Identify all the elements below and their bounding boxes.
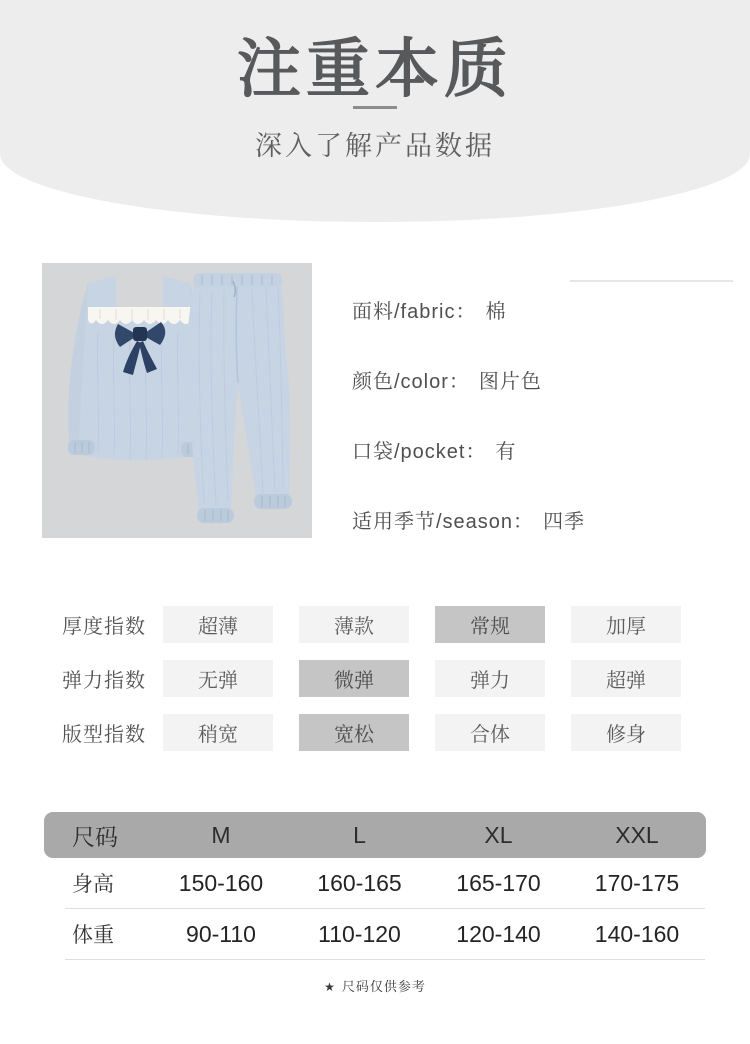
option-chip: 弹力 xyxy=(435,660,545,697)
cell-value: 140-160 xyxy=(594,920,680,947)
attribute-value: 图片色 xyxy=(478,371,542,393)
attribute-row-pocket xyxy=(352,435,732,505)
size-footnote xyxy=(0,976,750,995)
column-header-m: M xyxy=(211,821,231,848)
attribute-row-fabric xyxy=(352,295,732,365)
index-row-fit xyxy=(62,714,702,751)
option-chip: 合体 xyxy=(435,714,545,751)
size-table-header xyxy=(44,812,706,858)
option-chip: 薄款 xyxy=(299,606,409,643)
attribute-value: 棉 xyxy=(485,301,507,323)
option-chip-selected: 微弹 xyxy=(299,660,409,697)
column-header-xl: XL xyxy=(484,821,513,848)
attribute-label: 颜色/color： xyxy=(352,371,470,393)
cell-value: 90-110 xyxy=(186,920,256,947)
page-header xyxy=(0,0,750,222)
cell-value: 150-160 xyxy=(178,869,264,896)
page-title: 注重本质 xyxy=(237,33,513,105)
index-label: 版型指数 xyxy=(62,724,146,746)
column-header-xxl: XXL xyxy=(615,821,659,848)
title-divider xyxy=(353,106,397,109)
attribute-label: 适用季节/season： xyxy=(352,511,535,533)
option-chip: 超薄 xyxy=(163,606,273,643)
cell-value: 165-170 xyxy=(456,869,541,896)
attribute-row-season xyxy=(352,505,732,575)
cell-value: 170-175 xyxy=(594,869,680,896)
page-subtitle: 深入了解产品数据 xyxy=(255,131,495,161)
column-header-size: 尺码 xyxy=(72,823,118,850)
table-row-weight xyxy=(44,909,706,959)
index-label: 弹力指数 xyxy=(62,670,146,692)
row-label: 体重 xyxy=(72,924,114,947)
cell-value: 120-140 xyxy=(456,920,541,947)
index-label: 厚度指数 xyxy=(62,616,146,638)
option-chip-selected: 宽松 xyxy=(299,714,409,751)
product-photo xyxy=(42,263,312,538)
attribute-value: 有 xyxy=(495,441,517,463)
option-chip: 修身 xyxy=(571,714,681,751)
option-chip-selected: 常规 xyxy=(435,606,545,643)
cell-value: 110-120 xyxy=(318,920,401,947)
attribute-value: 四季 xyxy=(543,511,586,533)
option-chip: 加厚 xyxy=(571,606,681,643)
attribute-list xyxy=(352,295,732,575)
size-table xyxy=(44,812,706,960)
index-row-thickness xyxy=(62,606,702,643)
row-divider xyxy=(65,959,705,960)
star-icon: ★ xyxy=(324,980,336,994)
pajama-set-illustration xyxy=(42,263,312,538)
attribute-label: 口袋/pocket： xyxy=(352,441,487,463)
decorative-line xyxy=(570,280,733,282)
attribute-row-color xyxy=(352,365,732,435)
option-chip: 稍宽 xyxy=(163,714,273,751)
row-label: 身高 xyxy=(72,873,114,896)
column-header-l: L xyxy=(353,821,366,848)
option-chip: 超弹 xyxy=(571,660,681,697)
index-section xyxy=(62,606,702,768)
footnote-text: 尺码仅供参考 xyxy=(341,979,426,994)
attribute-label: 面料/fabric： xyxy=(352,301,477,323)
option-chip: 无弹 xyxy=(163,660,273,697)
index-row-stretch xyxy=(62,660,702,697)
cell-value: 160-165 xyxy=(317,869,402,896)
table-row-height xyxy=(44,858,706,908)
